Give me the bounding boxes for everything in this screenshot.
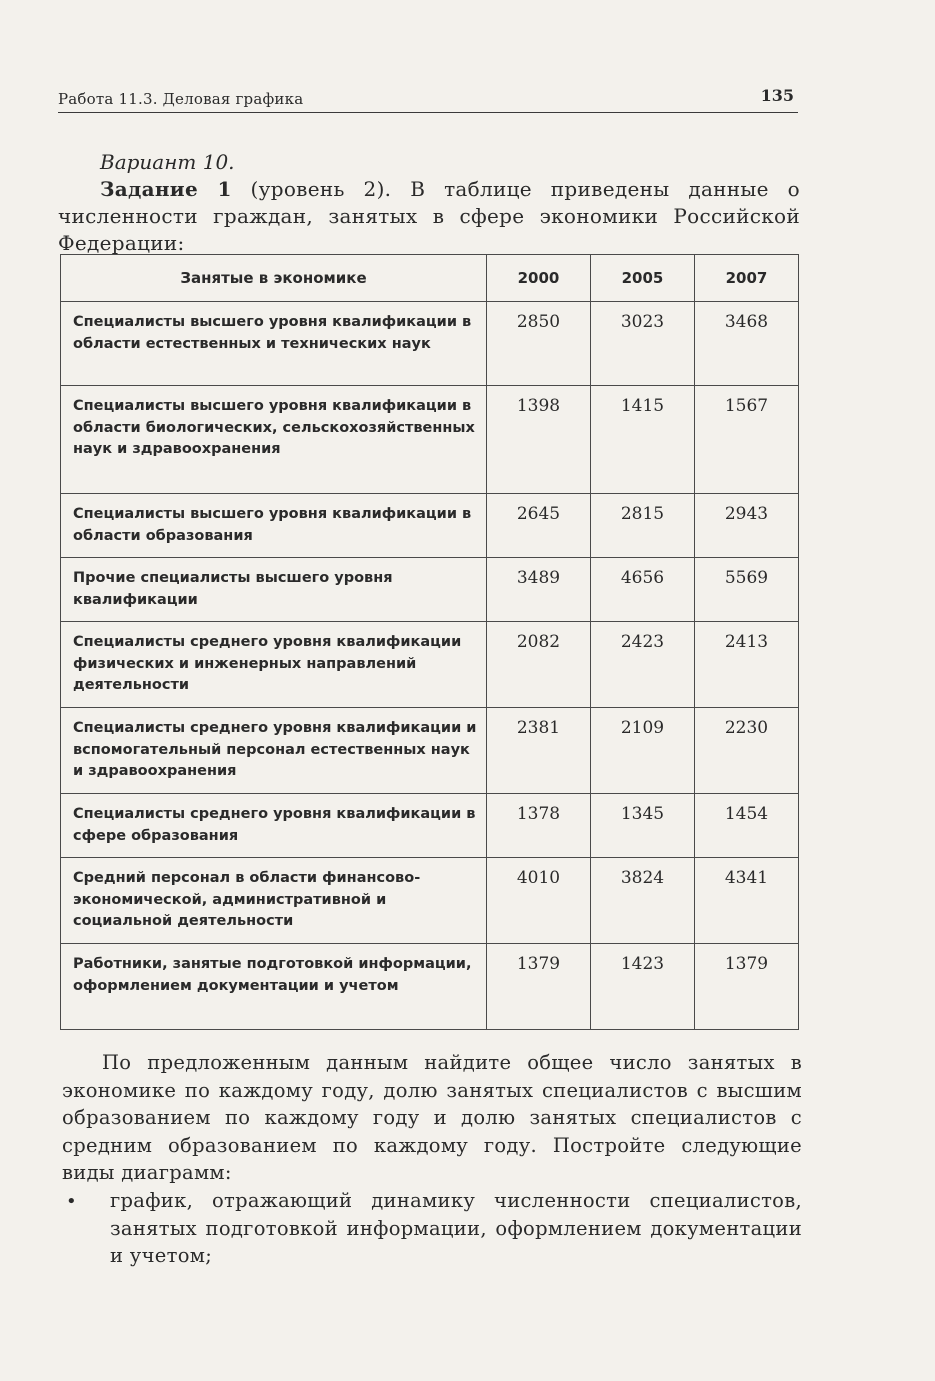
cell-2007: 1567: [695, 386, 799, 494]
cell-2005: 2815: [591, 494, 695, 558]
table-row: [61, 386, 799, 494]
column-header-2000: 2000: [487, 255, 591, 302]
cell-2000: 2381: [487, 708, 591, 794]
bullet-list: [62, 1187, 802, 1270]
table-row: [61, 944, 799, 1030]
table-row: [61, 494, 799, 558]
bullet-item: график, отражающий динамику численности специалистов, занятых подготовкой информации, оформлением документации и учетом;: [110, 1189, 802, 1267]
column-header-2007: 2007: [695, 255, 799, 302]
table-row: [61, 708, 799, 794]
row-label: Специалисты высшего уровня квалификации в области образования: [61, 494, 487, 558]
cell-2000: 1378: [487, 794, 591, 858]
cell-2007: 4341: [695, 858, 799, 944]
cell-2005: 4656: [591, 558, 695, 622]
cell-2007: 2943: [695, 494, 799, 558]
employment-table: [60, 254, 799, 1030]
row-label: Специалисты среднего уровня квалификации физических и инженерных направлений деятельности: [61, 622, 487, 708]
cell-2005: 2109: [591, 708, 695, 794]
task-label: Задание 1: [100, 177, 232, 201]
cell-2005: 1345: [591, 794, 695, 858]
table-row: [61, 794, 799, 858]
page-number: 135: [760, 86, 794, 105]
table-row: [61, 558, 799, 622]
variant-heading: Вариант 10.: [100, 150, 235, 174]
table-row: [61, 302, 799, 386]
row-label: Работники, занятые подготовкой информации, оформлением документации и учетом: [61, 944, 487, 1030]
cell-2000: 4010: [487, 858, 591, 944]
cell-2000: 2850: [487, 302, 591, 386]
cell-2000: 2645: [487, 494, 591, 558]
running-head: [58, 84, 798, 113]
table-header-row: [61, 255, 799, 302]
running-title: Работа 11.3. Деловая графика: [58, 90, 304, 108]
row-label: Средний персонал в области финансово-экономической, административной и социальной деятельности: [61, 858, 487, 944]
cell-2007: 2230: [695, 708, 799, 794]
cell-2007: 1454: [695, 794, 799, 858]
row-label: Специалисты высшего уровня квалификации в области биологических, сельскохозяйственных наук и здравоохранения: [61, 386, 487, 494]
bullet-marker: •: [66, 1191, 77, 1212]
row-label: Специалисты среднего уровня квалификации в сфере образования: [61, 794, 487, 858]
cell-2000: 2082: [487, 622, 591, 708]
column-header-2005: 2005: [591, 255, 695, 302]
row-label: Специалисты высшего уровня квалификации в области естественных и технических наук: [61, 302, 487, 386]
cell-2005: 2423: [591, 622, 695, 708]
cell-2007: 5569: [695, 558, 799, 622]
cell-2007: 3468: [695, 302, 799, 386]
column-header-category: Занятые в экономике: [61, 255, 487, 302]
table-row: [61, 858, 799, 944]
cell-2005: 1423: [591, 944, 695, 1030]
cell-2005: 3824: [591, 858, 695, 944]
table-row: [61, 622, 799, 708]
task-statement: [58, 176, 800, 257]
cell-2000: 3489: [487, 558, 591, 622]
instructions-paragraph: По предложенным данным найдите общее число занятых в экономике по каждому году, долю занятых специалистов с высшим образованием по каждому году и долю занятых специалистов с средним образованием по каждому году. Постройте следующие виды диаграмм:: [62, 1051, 802, 1184]
cell-2005: 3023: [591, 302, 695, 386]
cell-2007: 2413: [695, 622, 799, 708]
cell-2000: 1379: [487, 944, 591, 1030]
row-label: Прочие специалисты высшего уровня квалификации: [61, 558, 487, 622]
cell-2000: 1398: [487, 386, 591, 494]
cell-2005: 1415: [591, 386, 695, 494]
cell-2007: 1379: [695, 944, 799, 1030]
row-label: Специалисты среднего уровня квалификации и вспомогательный персонал естественных наук и здравоохранения: [61, 708, 487, 794]
task-text: (уровень 2). В таблице приведены данные о численности граждан, занятых в сфере экономики Российской Федерации:: [58, 177, 800, 255]
